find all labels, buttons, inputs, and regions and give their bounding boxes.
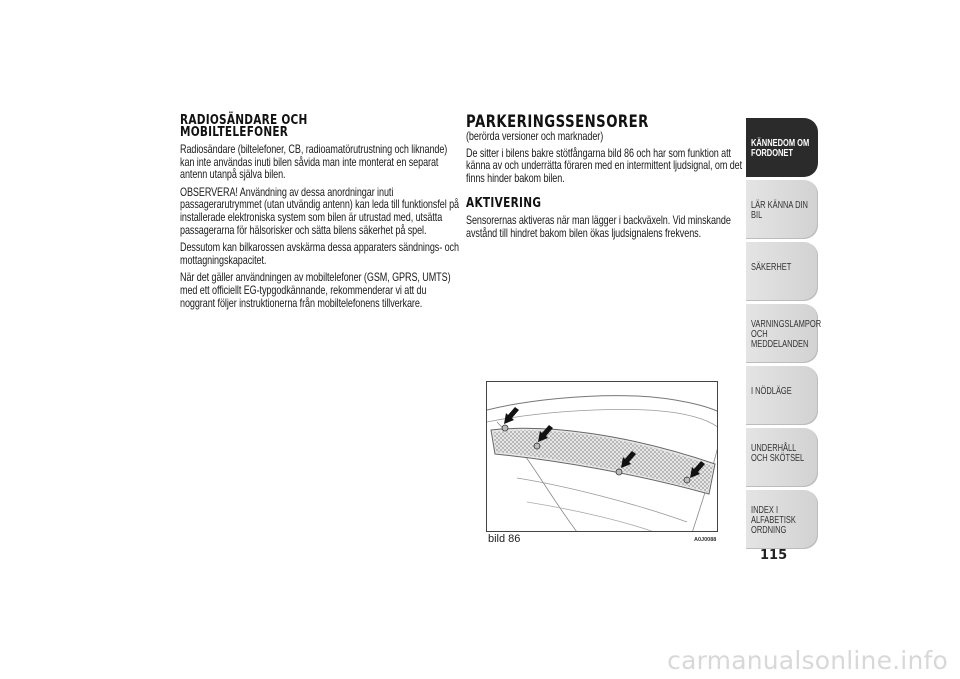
- figure-caption: bild 86: [488, 533, 521, 545]
- tab-i-nodlage[interactable]: [746, 366, 818, 425]
- paragraph: Sensorernas aktiveras när man lägger i backväxeln. Vid minskande avstånd till hindret bakom bilen ökas ljudsignalens frekvens.: [466, 214, 731, 240]
- tab-index[interactable]: [746, 490, 818, 549]
- tab-lar-kanna-din-bil[interactable]: [746, 180, 818, 239]
- parking-sensor-illustration: [486, 381, 718, 532]
- tab-sakerhet[interactable]: [746, 242, 818, 301]
- sensor-icon: [534, 443, 540, 449]
- paragraph: När det gäller användningen av mobiltelefoner (GSM, GPRS, UMTS) med ett officiellt EG-typgodkännande, rekommenderar vi att du noggrant följer instruktionerna från mobiltelefonens tillverkare.: [180, 271, 451, 310]
- paragraph: OBSERVERA! Användning av dessa anordningar inuti passagerarutrymmet (utan utvändig antenn) kan leda till funktionsfel på installerade elektroniska system som bilen är utrustad med, utsätta passagerarna för hälsorisker och sätta bilens säkerhet på spel.: [180, 185, 459, 237]
- paragraph: Radiosändare (biltelefoner, CB, radioamatörutrustning och liknande) kan inte användas inuti bilen såvida man inte monterat en separat antenn utanpå själva bilen.: [180, 143, 448, 182]
- subheading: (berörda versioner och marknader): [466, 130, 604, 143]
- tab-label: SÄKERHET: [751, 262, 792, 273]
- tab-label: VARNINGSLAMPOR OCH MEDDELANDEN: [751, 319, 822, 350]
- page-number: 115: [760, 548, 788, 563]
- watermark: carmanualsonline.info: [667, 646, 948, 675]
- chapter-tabs: [746, 118, 822, 552]
- tab-label: I NÖDLÄGE: [751, 386, 792, 397]
- bumper-drawing: [487, 382, 718, 532]
- tab-label: UNDERHÅLL OCH SKÖTSEL: [751, 443, 805, 464]
- paragraph: De sitter i bilens bakre stötfångarna bild 86 och har som funktion att känna av och underrätta föraren med en intermittent ljudsignal, om det finns hinder bakom bilen.: [466, 146, 743, 185]
- paragraph: Dessutom kan bilkarossen avskärma dessa apparaters sändnings- och mottagningskapacitet.: [180, 241, 459, 267]
- sensor-icon: [502, 425, 508, 431]
- tab-underhall-och-skotsel[interactable]: [746, 428, 818, 487]
- tab-varningslampor[interactable]: [746, 304, 822, 363]
- tab-label: KÄNNEDOM OM FORDONET: [751, 138, 810, 159]
- section-heading-activation: AKTIVERING: [466, 195, 542, 212]
- sensor-icon: [616, 469, 622, 475]
- tab-label: INDEX I ALFABETISK ORDNING: [751, 505, 796, 536]
- section-heading-radio: RADIOSÄNDARE OCH MOBILTELEFONER: [180, 112, 308, 140]
- figure-code: A0J0088: [694, 537, 717, 543]
- section-heading-parking-sensors: PARKERINGSSENSORER: [466, 112, 649, 132]
- sensor-icon: [684, 477, 690, 483]
- tab-label: LÄR KÄNNA DIN BIL: [751, 200, 808, 221]
- tab-kannedom-om-fordonet[interactable]: [746, 118, 818, 177]
